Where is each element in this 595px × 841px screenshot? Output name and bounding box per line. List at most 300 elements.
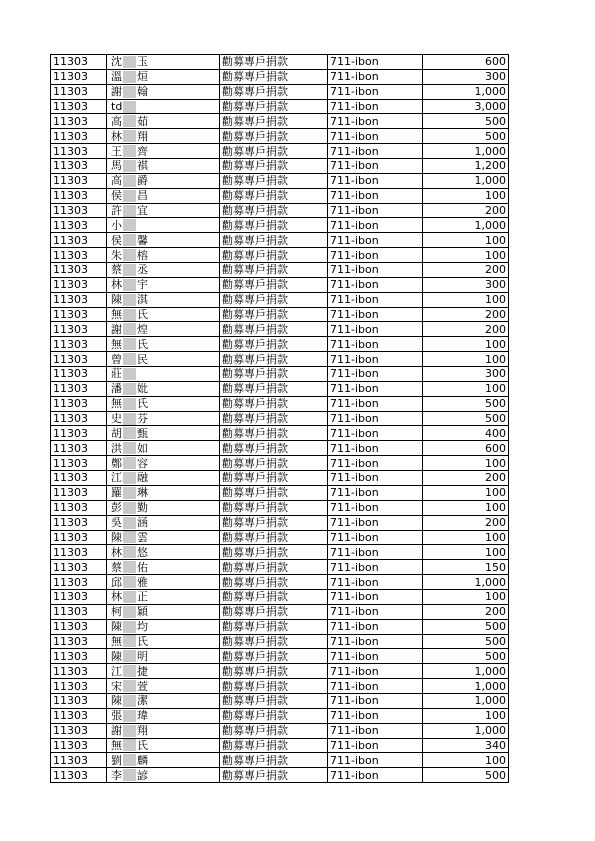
payment-method-cell: 711-ibon [328,515,423,530]
donor-name [111,501,148,514]
donor-given-name: 氏 [137,337,148,351]
month-cell: 11303 [51,545,107,560]
donor-name-cell [107,471,220,486]
donation-type-cell: 勸募專戶捐款 [220,367,328,382]
month-cell: 11303 [51,337,107,352]
amount-cell: 100 [423,456,509,471]
donor-name-cell [107,456,220,471]
table-row [51,411,509,426]
donor-given-name: 爵 [137,174,148,188]
donor-given-name: 氏 [137,397,148,411]
amount-cell: 1,000 [423,218,509,233]
donor-surname: 無 [111,634,122,648]
redaction-mask [123,205,136,217]
month-cell: 11303 [51,218,107,233]
table-row [51,322,509,337]
payment-method-cell: 711-ibon [328,381,423,396]
redaction-mask [123,145,136,157]
donor-surname: 羅 [111,486,122,500]
amount-cell: 100 [423,753,509,768]
month-cell: 11303 [51,129,107,144]
redaction-mask [123,353,136,365]
donor-given-name: 如 [137,441,148,455]
month-cell: 11303 [51,456,107,471]
donor-name [111,293,148,306]
redaction-mask [123,309,136,321]
donor-surname: 彭 [111,501,122,515]
donor-given-name: 甄 [137,426,148,440]
donation-type-cell: 勸募專戶捐款 [220,352,328,367]
table-row [51,381,509,396]
redaction-mask [123,606,136,618]
table-row [51,500,509,515]
redaction-mask [123,487,136,499]
donor-name-cell [107,723,220,738]
donor-name-cell [107,69,220,84]
donor-name [111,382,148,395]
donor-name [111,159,148,172]
donor-given-name: 麟 [137,753,148,767]
donor-name-cell [107,530,220,545]
payment-method-cell: 711-ibon [328,144,423,159]
month-cell: 11303 [51,352,107,367]
donation-type-cell: 勸募專戶捐款 [220,768,328,783]
redaction-mask [123,739,136,751]
donor-name [111,442,148,455]
amount-cell: 600 [423,55,509,70]
redaction-mask [123,279,136,291]
donation-type-cell: 勸募專戶捐款 [220,441,328,456]
donor-name [111,100,148,113]
donor-surname: 高 [111,174,122,188]
donation-type-cell: 勸募專戶捐款 [220,84,328,99]
donor-name [111,457,148,470]
month-cell: 11303 [51,500,107,515]
redaction-mask [123,264,136,276]
redaction-mask [123,769,136,781]
donor-name [111,754,148,767]
redaction-mask [123,650,136,662]
donation-type-cell: 勸募專戶捐款 [220,545,328,560]
redaction-mask [123,695,136,707]
donation-type-cell: 勸募專戶捐款 [220,500,328,515]
donor-given-name: 琳 [137,486,148,500]
donor-surname: 鄭 [111,456,122,470]
table-row [51,575,509,590]
amount-cell: 100 [423,485,509,500]
donor-surname: 陳 [111,694,122,708]
amount-cell: 1,200 [423,159,509,174]
donor-name [111,115,148,128]
amount-cell: 100 [423,188,509,203]
month-cell: 11303 [51,144,107,159]
table-row [51,159,509,174]
table-row [51,307,509,322]
amount-cell: 500 [423,396,509,411]
table-row [51,233,509,248]
donor-given-name: 昌 [137,189,148,203]
payment-method-cell: 711-ibon [328,233,423,248]
amount-cell: 400 [423,426,509,441]
table-row [51,530,509,545]
payment-method-cell: 711-ibon [328,560,423,575]
payment-method-cell: 711-ibon [328,99,423,114]
amount-cell: 500 [423,634,509,649]
donation-type-cell: 勸募專戶捐款 [220,411,328,426]
table-row [51,248,509,263]
redaction-mask [123,413,136,425]
payment-method-cell: 711-ibon [328,218,423,233]
payment-method-cell: 711-ibon [328,530,423,545]
donor-name [111,427,148,440]
payment-method-cell: 711-ibon [328,337,423,352]
redaction-mask [123,561,136,573]
donor-surname: 莊 [111,367,122,381]
redaction-mask [123,472,136,484]
table-row [51,114,509,129]
redaction-mask [123,160,136,172]
donor-surname: 洪 [111,441,122,455]
donor-surname: 高 [111,114,122,128]
donor-name-cell [107,500,220,515]
donor-surname: 劉 [111,753,122,767]
donor-name-cell [107,411,220,426]
donation-type-cell: 勸募專戶捐款 [220,664,328,679]
donor-name [111,308,148,321]
amount-cell: 1,000 [423,84,509,99]
redaction-mask [123,442,136,454]
donation-type-cell: 勸募專戶捐款 [220,114,328,129]
donor-surname: 江 [111,471,122,485]
donor-name-cell [107,485,220,500]
month-cell: 11303 [51,708,107,723]
month-cell: 11303 [51,277,107,292]
donor-surname: 無 [111,397,122,411]
amount-cell: 100 [423,589,509,604]
payment-method-cell: 711-ibon [328,456,423,471]
donor-given-name: 宜 [137,204,148,218]
donor-name-cell [107,248,220,263]
month-cell: 11303 [51,753,107,768]
donor-name [111,650,148,663]
amount-cell: 100 [423,337,509,352]
month-cell: 11303 [51,55,107,70]
redaction-mask [123,531,136,543]
table-row [51,634,509,649]
donor-surname: 謝 [111,724,122,738]
donation-type-cell: 勸募專戶捐款 [220,99,328,114]
donor-name [111,486,148,499]
amount-cell: 200 [423,263,509,278]
month-cell: 11303 [51,575,107,590]
donor-name-cell [107,515,220,530]
donor-name-cell [107,292,220,307]
amount-cell: 340 [423,738,509,753]
redaction-mask [123,294,136,306]
donor-name [111,353,148,366]
donation-type-cell: 勸募專戶捐款 [220,159,328,174]
payment-method-cell: 711-ibon [328,84,423,99]
month-cell: 11303 [51,515,107,530]
payment-method-cell: 711-ibon [328,114,423,129]
month-cell: 11303 [51,99,107,114]
donor-name-cell [107,218,220,233]
redaction-mask [123,754,136,766]
donor-name-cell [107,84,220,99]
table-row [51,203,509,218]
donor-name-cell [107,233,220,248]
donor-name-cell [107,381,220,396]
table-row [51,144,509,159]
table-row [51,664,509,679]
donor-name [111,263,148,276]
redaction-mask [123,591,136,603]
donor-given-name: 氏 [137,308,148,322]
donation-type-cell: 勸募專戶捐款 [220,649,328,664]
table-row [51,218,509,233]
payment-method-cell: 711-ibon [328,619,423,634]
donor-name-cell [107,352,220,367]
donor-name-cell [107,203,220,218]
donor-name [111,323,148,336]
donor-given-name: 民 [137,352,148,366]
donation-type-cell: 勸募專戶捐款 [220,396,328,411]
donor-name-cell [107,367,220,382]
redaction-mask [123,546,136,558]
donor-surname: 溫 [111,70,122,84]
donor-name-cell [107,649,220,664]
donation-table-body [51,55,509,783]
donor-surname: 王 [111,144,122,158]
donor-surname: 宋 [111,679,122,693]
donor-given-name: 茹 [137,114,148,128]
month-cell: 11303 [51,292,107,307]
amount-cell: 100 [423,708,509,723]
donation-type-cell: 勸募專戶捐款 [220,307,328,322]
table-row [51,471,509,486]
payment-method-cell: 711-ibon [328,159,423,174]
payment-method-cell: 711-ibon [328,589,423,604]
donor-given-name: 烜 [137,70,148,84]
donor-name-cell [107,396,220,411]
table-row [51,693,509,708]
redaction-mask [123,130,136,142]
donation-type-cell: 勸募專戶捐款 [220,604,328,619]
donor-given-name: 芬 [137,412,148,426]
month-cell: 11303 [51,664,107,679]
donation-type-cell: 勸募專戶捐款 [220,233,328,248]
donor-given-name: 氏 [137,738,148,752]
donor-name [111,516,148,529]
donation-type-cell: 勸募專戶捐款 [220,575,328,590]
month-cell: 11303 [51,307,107,322]
donor-name-cell [107,337,220,352]
amount-cell: 100 [423,500,509,515]
donor-name [111,397,148,410]
amount-cell: 100 [423,292,509,307]
month-cell: 11303 [51,426,107,441]
donor-given-name: 諺 [137,768,148,782]
donor-name-cell [107,634,220,649]
donor-given-name: 融 [137,471,148,485]
amount-cell: 1,000 [423,664,509,679]
donor-name-cell [107,114,220,129]
amount-cell: 100 [423,248,509,263]
amount-cell: 500 [423,768,509,783]
amount-cell: 100 [423,352,509,367]
amount-cell: 150 [423,560,509,575]
donor-name-cell [107,693,220,708]
donation-type-cell: 勸募專戶捐款 [220,456,328,471]
amount-cell: 200 [423,471,509,486]
donor-surname: 侯 [111,233,122,247]
donor-name-cell [107,307,220,322]
redaction-mask [123,457,136,469]
donor-given-name: 馨 [137,233,148,247]
donor-surname: 柯 [111,605,122,619]
redaction-mask [123,338,136,350]
donor-surname: 無 [111,308,122,322]
donor-surname: 史 [111,412,122,426]
payment-method-cell: 711-ibon [328,396,423,411]
payment-method-cell: 711-ibon [328,634,423,649]
table-row [51,456,509,471]
donor-name [111,338,148,351]
donor-name [111,367,148,380]
month-cell: 11303 [51,263,107,278]
table-row [51,545,509,560]
month-cell: 11303 [51,159,107,174]
donor-surname: 馬 [111,159,122,173]
donation-type-cell: 勸募專戶捐款 [220,693,328,708]
payment-method-cell: 711-ibon [328,679,423,694]
table-row [51,738,509,753]
donor-name [111,189,148,202]
table-row [51,55,509,70]
donation-type-cell: 勸募專戶捐款 [220,708,328,723]
month-cell: 11303 [51,485,107,500]
donor-name [111,680,148,693]
month-cell: 11303 [51,530,107,545]
donation-type-cell: 勸募專戶捐款 [220,129,328,144]
payment-method-cell: 711-ibon [328,738,423,753]
amount-cell: 1,000 [423,144,509,159]
payment-method-cell: 711-ibon [328,649,423,664]
payment-method-cell: 711-ibon [328,471,423,486]
donor-name [111,145,148,158]
amount-cell: 200 [423,604,509,619]
donor-name-cell [107,129,220,144]
donor-surname: 侯 [111,189,122,203]
donor-name [111,234,148,247]
table-row [51,292,509,307]
donor-name-cell [107,768,220,783]
redaction-mask [123,517,136,529]
table-row [51,129,509,144]
donation-type-cell: 勸募專戶捐款 [220,322,328,337]
donor-name [111,620,148,633]
donor-given-name: 翔 [137,129,148,143]
donation-type-cell: 勸募專戶捐款 [220,589,328,604]
donor-name-cell [107,560,220,575]
table-row [51,263,509,278]
donor-surname: 沈 [111,55,122,69]
redaction-mask [123,234,136,246]
month-cell: 11303 [51,604,107,619]
donor-name [111,70,148,83]
amount-cell: 100 [423,233,509,248]
donor-surname: 胡 [111,426,122,440]
payment-method-cell: 711-ibon [328,708,423,723]
donor-surname: 陳 [111,530,122,544]
donor-surname: 林 [111,278,122,292]
redaction-mask [123,219,136,231]
redaction-mask [123,190,136,202]
donation-type-cell: 勸募專戶捐款 [220,277,328,292]
donor-surname: 林 [111,545,122,559]
donor-name-cell [107,619,220,634]
payment-method-cell: 711-ibon [328,485,423,500]
table-row [51,84,509,99]
donor-given-name: 容 [137,456,148,470]
month-cell: 11303 [51,471,107,486]
donor-surname: 林 [111,129,122,143]
amount-cell: 500 [423,619,509,634]
table-row [51,560,509,575]
donor-name [111,605,148,618]
donor-surname: td [111,100,123,113]
donor-given-name: 氏 [137,634,148,648]
donor-given-name: 宇 [137,278,148,292]
payment-method-cell: 711-ibon [328,768,423,783]
donor-name [111,724,148,737]
table-row [51,723,509,738]
donor-given-name: 潔 [137,694,148,708]
donor-given-name: 涵 [137,516,148,530]
donor-name [111,412,148,425]
payment-method-cell: 711-ibon [328,55,423,70]
donation-type-cell: 勸募專戶捐款 [220,55,328,70]
donor-name-cell [107,55,220,70]
amount-cell: 500 [423,114,509,129]
donor-given-name: 妣 [137,382,148,396]
amount-cell: 100 [423,530,509,545]
donation-type-cell: 勸募專戶捐款 [220,560,328,575]
donor-given-name: 淇 [137,293,148,307]
donor-name [111,709,148,722]
table-row [51,515,509,530]
donation-type-cell: 勸募專戶捐款 [220,292,328,307]
donor-given-name: 祺 [137,159,148,173]
donation-type-cell: 勸募專戶捐款 [220,426,328,441]
table-row [51,485,509,500]
table-row [51,441,509,456]
payment-method-cell: 711-ibon [328,367,423,382]
donor-name-cell [107,753,220,768]
amount-cell: 500 [423,649,509,664]
donation-type-cell: 勸募專戶捐款 [220,530,328,545]
month-cell: 11303 [51,396,107,411]
payment-method-cell: 711-ibon [328,129,423,144]
donor-name [111,219,148,232]
month-cell: 11303 [51,203,107,218]
donor-given-name: 勤 [137,501,148,515]
month-cell: 11303 [51,441,107,456]
month-cell: 11303 [51,84,107,99]
redaction-mask [123,398,136,410]
payment-method-cell: 711-ibon [328,292,423,307]
donor-surname: 吳 [111,516,122,530]
